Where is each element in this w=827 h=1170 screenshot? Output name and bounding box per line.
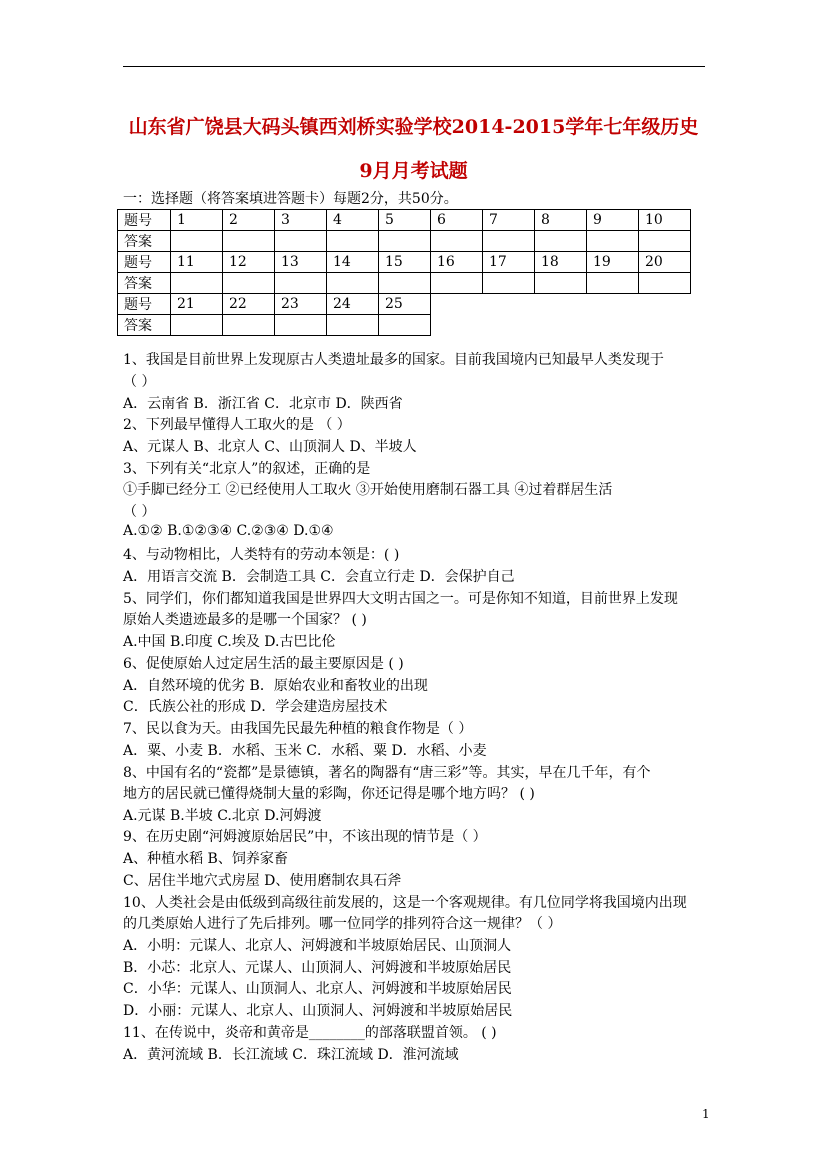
answer-cell[interactable]	[275, 231, 327, 252]
question-line: 8、中国有名的“瓷都”是景德镇，著名的陶器有“唐三彩”等。其实，早在几千年，有个	[123, 765, 651, 781]
answer-label: 答案	[118, 231, 171, 252]
answer-cell[interactable]	[275, 273, 327, 294]
question-line: A.①② B.①②③④ C.②③④ D.①④	[123, 523, 334, 539]
question-line: 11、在传说中，炎帝和黄帝是________的部落联盟首领。 ( )	[123, 1025, 497, 1041]
question-line: （ ）	[123, 504, 156, 520]
answer-cell[interactable]	[587, 231, 639, 252]
question-line: A、种植水稻 B、饲养家畜	[123, 851, 288, 867]
question-number: 9	[587, 210, 639, 231]
question-line: D．小丽：元谋人、北京人、山顶洞人、河姆渡和半坡原始居民	[123, 1003, 513, 1019]
answer-cell[interactable]	[639, 231, 691, 252]
answer-cell[interactable]	[379, 231, 431, 252]
question-number: 15	[379, 252, 431, 273]
question-line: 原始人类遗迹最多的是哪一个国家？ ( )	[123, 612, 367, 628]
question-number: 5	[379, 210, 431, 231]
question-line: A.中国 B.印度 C.埃及 D.古巴比伦	[123, 634, 336, 650]
question-line: A．云南省 B．浙江省 C．北京市 D．陕西省	[123, 396, 403, 412]
header-rule	[123, 66, 705, 67]
question-number: 1	[171, 210, 223, 231]
question-line: （ ）	[123, 374, 156, 390]
table-row	[118, 315, 691, 336]
question-number: 4	[327, 210, 379, 231]
question-number: 24	[327, 294, 379, 315]
page-number: 1	[702, 1107, 710, 1121]
question-number: 3	[275, 210, 327, 231]
answer-cell[interactable]	[223, 231, 275, 252]
answer-cell[interactable]	[223, 273, 275, 294]
question-number: 19	[587, 252, 639, 273]
table-row	[118, 210, 691, 231]
answer-cell[interactable]	[327, 273, 379, 294]
answer-cell[interactable]	[171, 231, 223, 252]
question-line: 10、人类社会是由低级到高级往前发展的，这是一个客观规律。有几位同学将我国境内出现	[123, 895, 687, 911]
number-label: 题号	[118, 252, 171, 273]
answer-cell[interactable]	[587, 273, 639, 294]
question-line: A．黄河流域 B．长江流域 C．珠江流域 D．淮河流域	[123, 1047, 459, 1063]
table-blank	[431, 315, 691, 336]
question-line: C．小华：元谋人、山顶洞人、北京人、河姆渡和半坡原始居民	[123, 981, 512, 997]
question-line: A.元谋 B.半坡 C.北京 D.河姆渡	[123, 808, 322, 824]
question-number: 2	[223, 210, 275, 231]
answer-cell[interactable]	[535, 231, 587, 252]
question-line: A．粟、小麦 B．水稻、玉米 C．水稻、粟 D．水稻、小麦	[123, 743, 487, 759]
question-number: 23	[275, 294, 327, 315]
question-number: 11	[171, 252, 223, 273]
answer-cell[interactable]	[223, 315, 275, 336]
question-number: 18	[535, 252, 587, 273]
question-line: A、元谋人 B、北京人 C、山顶洞人 D、半坡人	[123, 439, 417, 455]
question-line: 2、下列最早懂得人工取火的是 （ ）	[123, 417, 351, 433]
question-number: 17	[483, 252, 535, 273]
question-line: 6、促使原始人过定居生活的最主要原因是 ( )	[123, 656, 404, 672]
answer-cell[interactable]	[639, 273, 691, 294]
table-row	[118, 294, 691, 315]
table-row	[118, 273, 691, 294]
answer-cell[interactable]	[379, 273, 431, 294]
question-line: 7、民以食为天。由我国先民最先种植的粮食作物是（ ）	[123, 721, 473, 737]
question-number: 13	[275, 252, 327, 273]
question-number: 12	[223, 252, 275, 273]
question-number: 20	[639, 252, 691, 273]
question-line: A．自然环境的优劣 B．原始农业和畜牧业的出现	[123, 678, 428, 694]
question-line: 4、与动物相比，人类特有的劳动本领是：( )	[123, 547, 400, 563]
question-number: 7	[483, 210, 535, 231]
question-line: ①手脚已经分工 ②已经使用人工取火 ③开始使用磨制石器工具 ④过着群居生活	[123, 482, 613, 498]
answer-cell[interactable]	[327, 231, 379, 252]
number-label: 题号	[118, 210, 171, 231]
answer-label: 答案	[118, 315, 171, 336]
table-blank	[431, 294, 691, 315]
table-row	[118, 231, 691, 252]
section-heading: 一：选择题（将答案填进答题卡）每题2分，共50分。	[123, 191, 458, 207]
answer-cell[interactable]	[171, 273, 223, 294]
answer-cell[interactable]	[275, 315, 327, 336]
question-line: 5、同学们，你们都知道我国是世界四大文明古国之一。可是你知不知道，目前世界上发现	[123, 591, 678, 607]
answer-sheet-table	[117, 209, 691, 336]
question-line: B．小芯：北京人、元谋人、山顶洞人、河姆渡和半坡原始居民	[123, 960, 512, 976]
question-number: 16	[431, 252, 483, 273]
question-number: 14	[327, 252, 379, 273]
question-number: 25	[379, 294, 431, 315]
answer-label: 答案	[118, 273, 171, 294]
question-line: 的几类原始人进行了先后排列。哪一位同学的排列符合这一规律？（ ）	[123, 916, 562, 932]
answer-cell[interactable]	[327, 315, 379, 336]
question-number: 6	[431, 210, 483, 231]
question-number: 10	[639, 210, 691, 231]
exam-title-line-2: 9月月考试题	[359, 160, 468, 182]
answer-cell[interactable]	[483, 231, 535, 252]
answer-cell[interactable]	[431, 231, 483, 252]
question-line: C、居住半地穴式房屋 D、使用磨制农具石斧	[123, 873, 402, 889]
question-line: 地方的居民就已懂得烧制大量的彩陶，你还记得是哪个地方吗？ ( )	[123, 786, 535, 802]
question-line: 1、我国是目前世界上发现原古人类遗址最多的国家。目前我国境内已知最早人类发现于	[123, 352, 664, 368]
question-line: A．小明：元谋人、北京人、河姆渡和半坡原始居民、山顶洞人	[123, 938, 512, 954]
question-line: A．用语言交流 B．会制造工具 C．会直立行走 D．会保护自己	[123, 569, 515, 585]
answer-cell[interactable]	[535, 273, 587, 294]
question-line: 9、在历史剧“河姆渡原始居民”中，不该出现的情节是（ ）	[123, 829, 487, 845]
question-number: 21	[171, 294, 223, 315]
number-label: 题号	[118, 294, 171, 315]
question-line: C．氏族公社的形成 D．学会建造房屋技术	[123, 699, 388, 715]
table-row	[118, 252, 691, 273]
answer-cell[interactable]	[171, 315, 223, 336]
exam-title-line-1: 山东省广饶县大码头镇西刘桥实验学校2014-2015学年七年级历史	[128, 116, 699, 138]
question-number: 22	[223, 294, 275, 315]
question-number: 8	[535, 210, 587, 231]
question-line: 3、下列有关“北京人”的叙述，正确的是	[123, 461, 371, 477]
answer-cell[interactable]	[483, 273, 535, 294]
answer-cell[interactable]	[379, 315, 431, 336]
answer-cell[interactable]	[431, 273, 483, 294]
